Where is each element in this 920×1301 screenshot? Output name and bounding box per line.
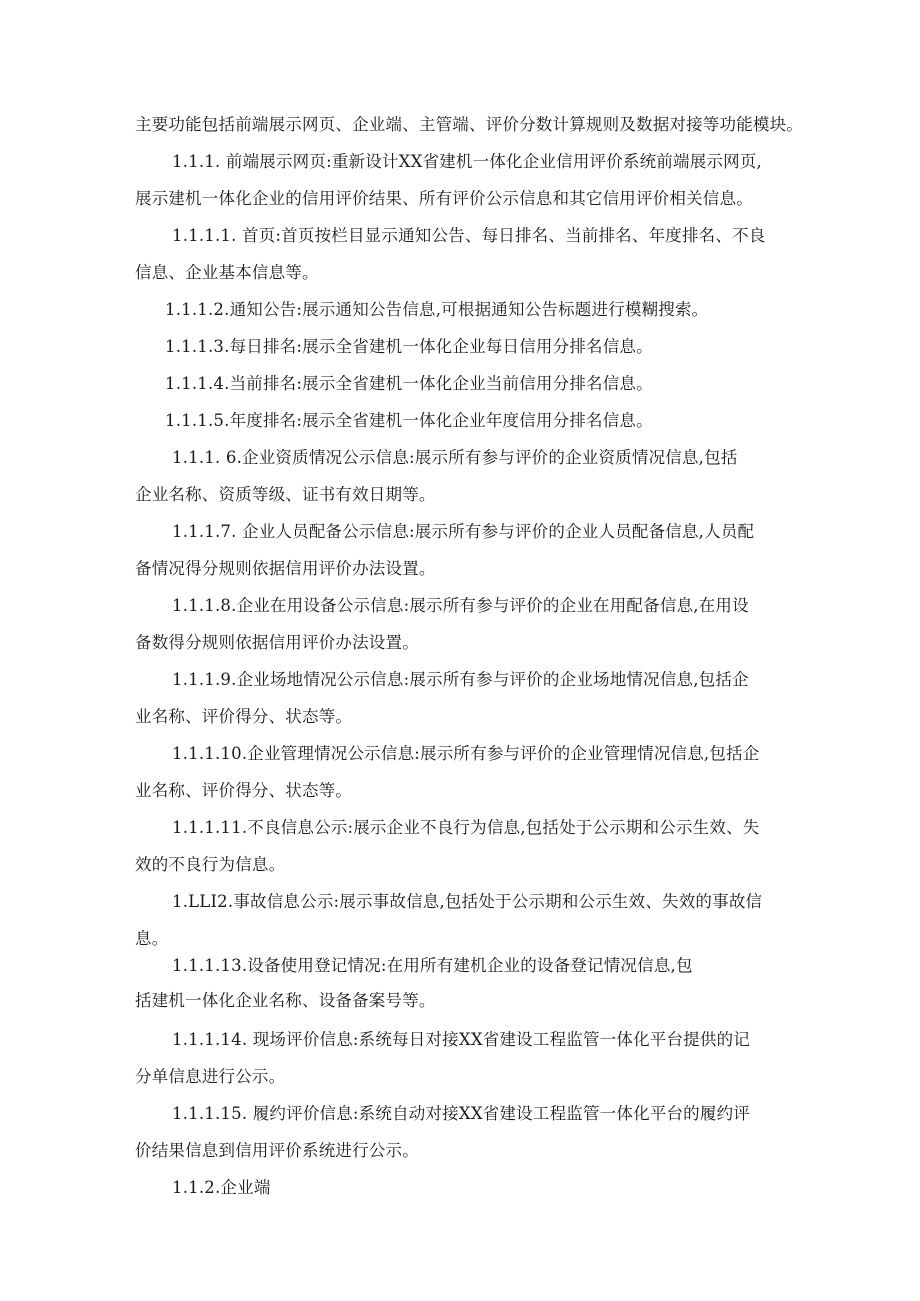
section-1-1-1-15-line-1: 1.1.1.15. 履约评价信息:系统自动对接XX省建设工程监管一体化平台的履约评 <box>172 1104 750 1123</box>
section-1-1-1-1-line-1: 1.1.1.1. 首页:首页按栏目显示通知公告、每日排名、当前排名、年度排名、不良 <box>172 226 766 245</box>
section-1-1-1-9-line-1: 1.1.1.9.企业场地情况公示信息:展示所有参与评价的企业场地情况信息,包括企 <box>172 670 749 689</box>
section-1-1-1-3: 1.1.1.3.每日排名:展示全省建机一体化企业每日信用分排名信息。 <box>165 337 653 356</box>
section-1-1-1-6-line-1: 1.1.1. 6.企业资质情况公示信息:展示所有参与评价的企业资质情况信息,包括 <box>172 448 738 467</box>
heading-1-1-1-line-2: 展示建机一体化企业的信用评价结果、所有评价公示信息和其它信用评价相关信息。 <box>135 189 753 208</box>
section-1-1-1-11-line-1: 1.1.1.11.不良信息公示:展示企业不良行为信息,包括处于公示期和公示生效、失 <box>172 818 760 837</box>
section-1-1-1-12-line-1: 1.LLI2.事故信息公示:展示事故信息,包括处于公示期和公示生效、失效的事故信 <box>172 892 763 911</box>
section-1-1-1-1-line-2: 信息、企业基本信息等。 <box>135 263 319 282</box>
section-1-1-1-5: 1.1.1.5.年度排名:展示全省建机一体化企业年度信用分排名信息。 <box>165 411 653 430</box>
section-1-1-1-2: 1.1.1.2.通知公告:展示通知公告信息,可根据通知公告标题进行模糊搜索。 <box>165 300 709 319</box>
heading-1-1-2: 1.1.2.企业端 <box>172 1178 271 1197</box>
section-1-1-1-7-line-2: 备情况得分规则依据信用评价办法设置。 <box>135 559 436 578</box>
section-1-1-1-8-line-2: 备数得分规则依据信用评价办法设置。 <box>135 633 419 652</box>
section-1-1-1-14-line-1: 1.1.1.14. 现场评价信息:系统每日对接XX省建设工程监管一体化平台提供的记 <box>172 1030 750 1049</box>
section-1-1-1-13-line-2: 括建机一体化企业名称、设备备案号等。 <box>135 991 436 1010</box>
section-1-1-1-15-line-2: 价结果信息到信用评价系统进行公示。 <box>135 1141 419 1160</box>
section-1-1-1-6-line-2: 企业名称、资质等级、证书有效日期等。 <box>135 485 436 504</box>
section-1-1-1-10-line-1: 1.1.1.10.企业管理情况公示信息:展示所有参与评价的企业管理情况信息,包括企 <box>172 744 760 763</box>
section-1-1-1-11-line-2: 效的不良行为信息。 <box>135 855 286 874</box>
section-1-1-1-12-line-2: 息。 <box>135 929 169 948</box>
heading-1-1-1-line-1: 1.1.1. 前端展示网页:重新设计XX省建机一体化企业信用评价系统前端展示网页, <box>172 152 762 171</box>
section-1-1-1-8-line-1: 1.1.1.8.企业在用设备公示信息:展示所有参与评价的企业在用配备信息,在用设 <box>172 596 749 615</box>
section-1-1-1-7-line-1: 1.1.1.7. 企业人员配备公示信息:展示所有参与评价的企业人员配备信息,人员配 <box>172 522 755 541</box>
section-1-1-1-10-line-2: 业名称、评价得分、状态等。 <box>135 781 353 800</box>
intro-line: 主要功能包括前端展示网页、企业端、主管端、评价分数计算规则及数据对接等功能模块。 <box>135 115 803 134</box>
section-1-1-1-14-line-2: 分单信息进行公示。 <box>135 1067 286 1086</box>
section-1-1-1-9-line-2: 业名称、评价得分、状态等。 <box>135 707 353 726</box>
section-1-1-1-4: 1.1.1.4.当前排名:展示全省建机一体化企业当前信用分排名信息。 <box>165 374 653 393</box>
section-1-1-1-13-line-1: 1.1.1.13.设备使用登记情况:在用所有建机企业的设备登记情况信息,包 <box>172 956 693 975</box>
